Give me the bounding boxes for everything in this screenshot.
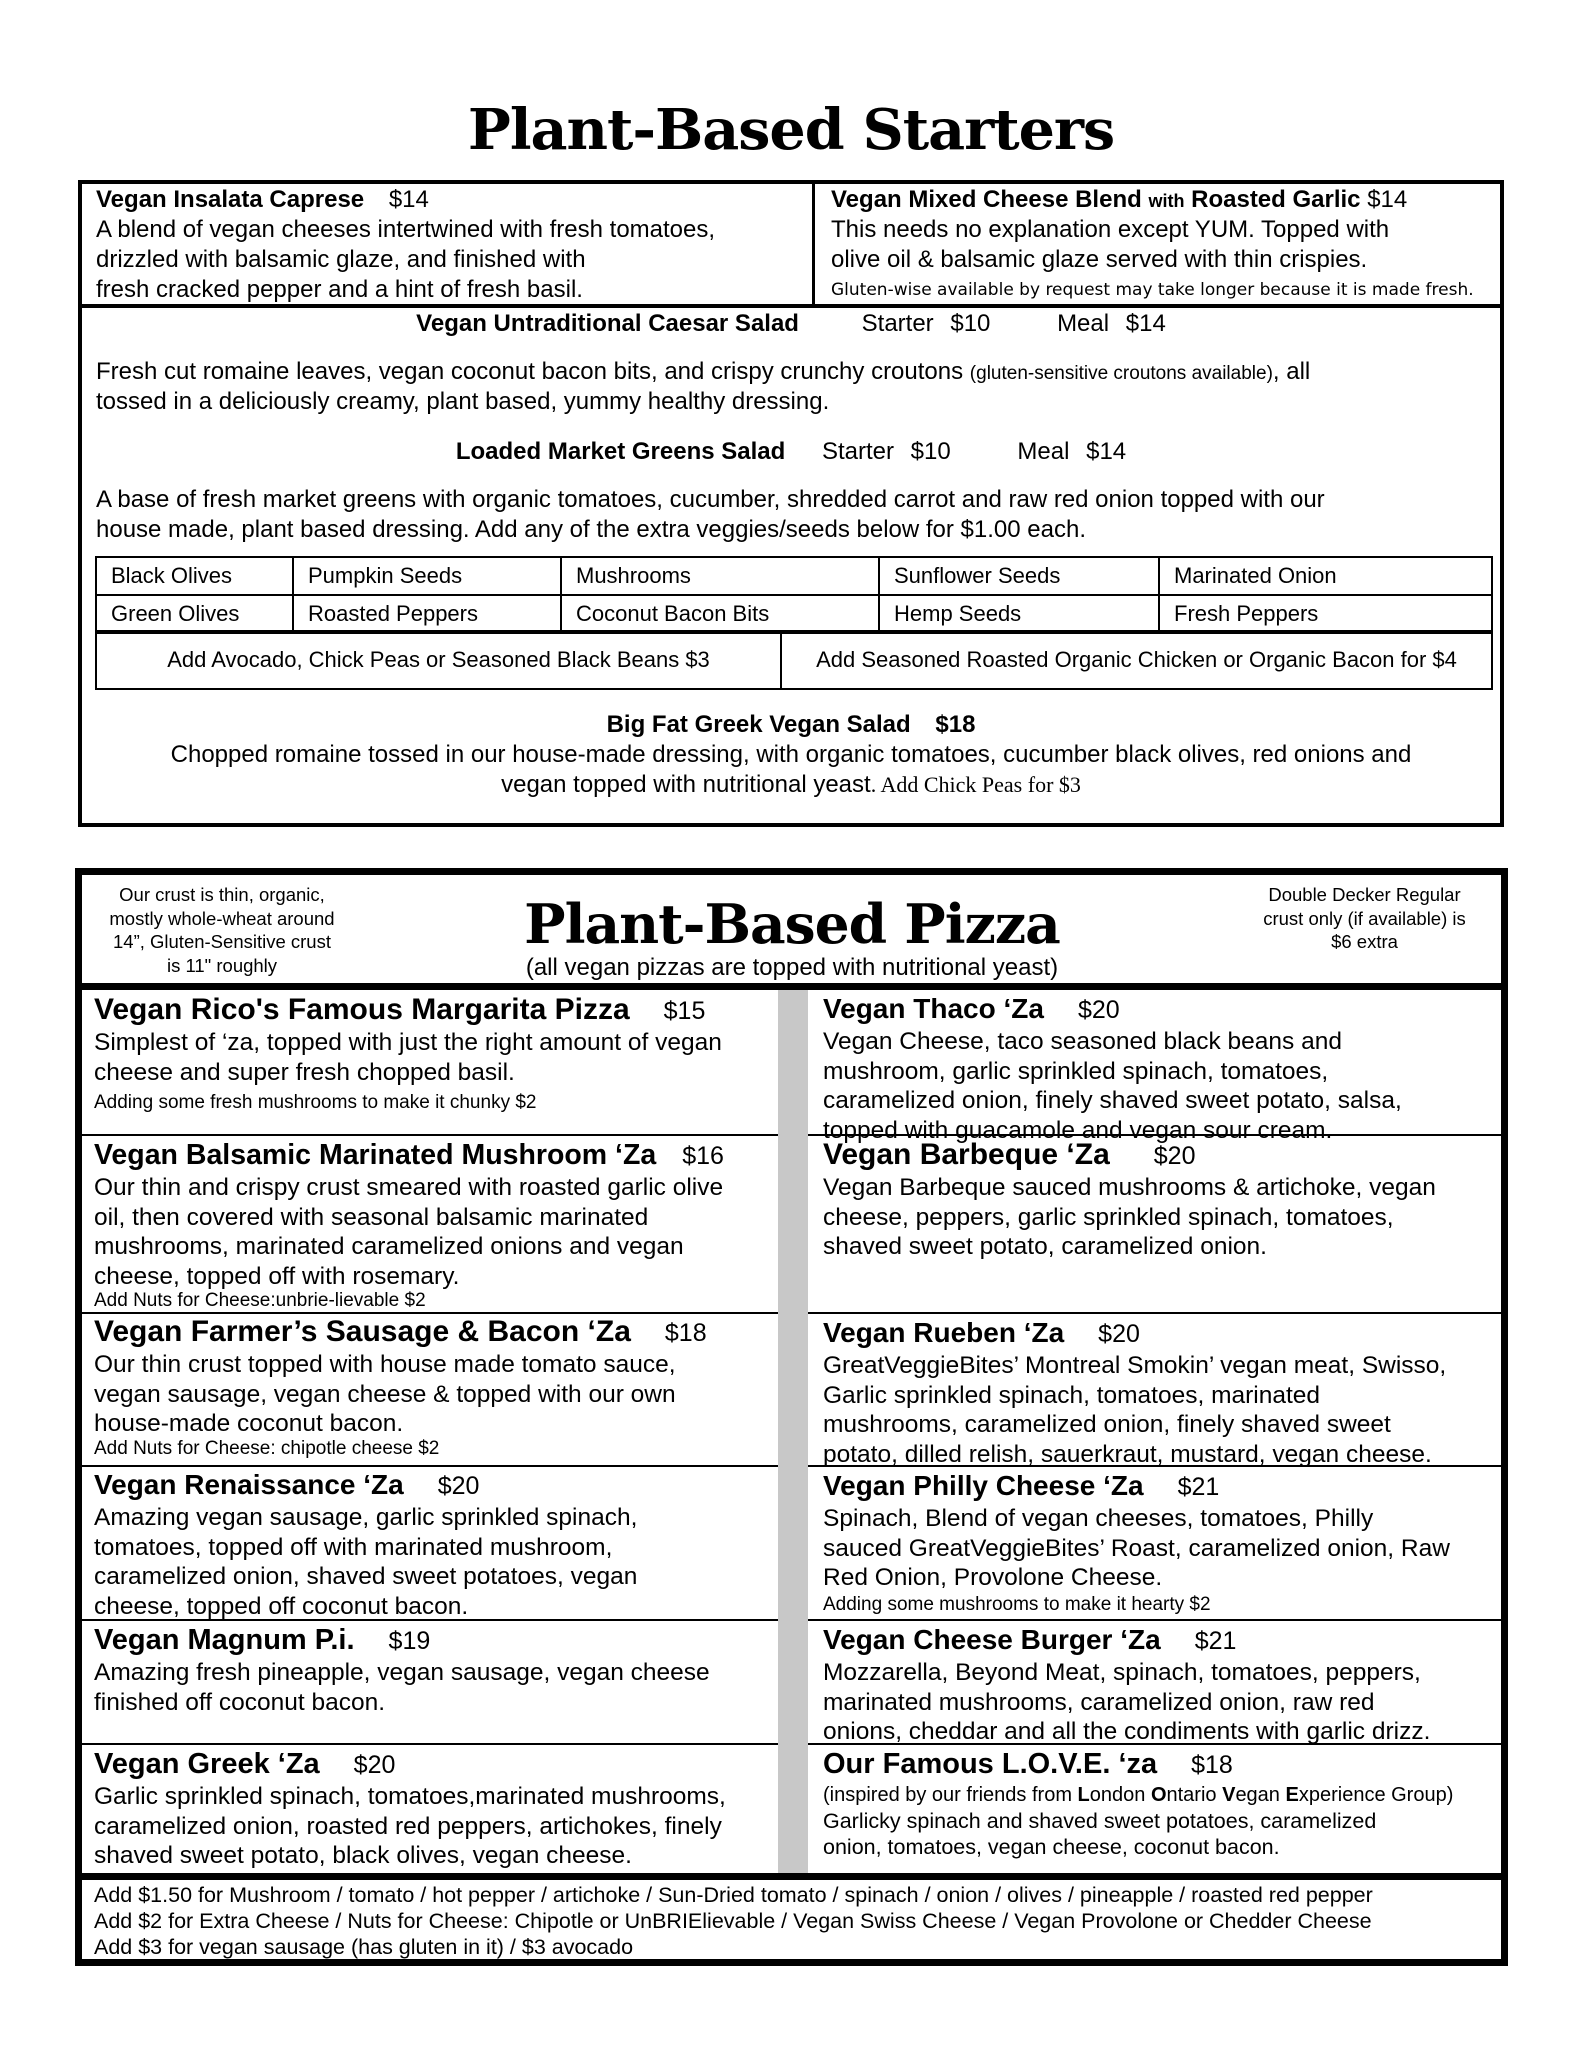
column-divider	[778, 990, 808, 1873]
cheese-blend-cell	[815, 184, 1500, 308]
pizza-item	[94, 1468, 637, 1621]
pizza-desc: Red Onion, Provolone Cheese.	[823, 1564, 1163, 1591]
pizza-item	[94, 1138, 724, 1311]
pizza-desc: Spinach, Blend of vegan cheeses, tomatoes, Philly	[823, 1505, 1374, 1532]
cheese-blend-line: olive oil & balsamic glaze served with thin crispies.	[831, 246, 1368, 273]
greens-meal-price: $14	[1086, 438, 1127, 465]
pizza-price: $21	[1194, 1627, 1237, 1655]
caprese-price: $14	[388, 186, 429, 213]
greens-starter-label: Starter	[821, 438, 894, 465]
pizza-desc: cheese, topped off coconut bacon.	[94, 1592, 469, 1620]
inspired-letter: L	[1077, 1784, 1090, 1806]
inspired-letter: V	[1222, 1784, 1236, 1806]
pizza-item	[823, 1469, 1450, 1617]
pizza-header	[82, 875, 1501, 990]
pizza-price: $21	[1177, 1473, 1220, 1501]
pizza-price: $16	[682, 1142, 724, 1170]
pizza-price: $20	[1153, 1142, 1196, 1170]
veggie-cell: Black Olives	[96, 557, 293, 595]
veggie-cell: Fresh Peppers	[1159, 595, 1492, 633]
greens-name: Loaded Market Greens Salad	[455, 438, 786, 465]
pizza-desc: Amazing vegan sausage, garlic sprinkled spinach,	[94, 1504, 638, 1531]
pizza-name: Vegan Greek ‘Za	[94, 1748, 320, 1780]
veggie-cell: Roasted Peppers	[293, 595, 561, 633]
extras-line: Add $2 for Extra Cheese / Nuts for Cheese: Chipotle or UnBRIElievable / Vegan Swiss Cheese / Vegan Provolone or Chedder Cheese	[94, 1909, 1372, 1933]
greens-meal-label: Meal	[1017, 438, 1070, 465]
pizza-desc: Our thin and crispy crust smeared with roasted garlic olive	[94, 1174, 724, 1201]
pizza-desc: sauced GreatVeggieBites’ Roast, caramelized onion, Raw	[823, 1534, 1450, 1562]
caprese-name: Vegan Insalata Caprese	[96, 186, 365, 213]
pizza-price: $20	[1077, 996, 1120, 1024]
pizza-name: Vegan Cheese Burger ‘Za	[823, 1624, 1161, 1655]
pizza-price: $20	[437, 1472, 480, 1500]
veggie-cell: Pumpkin Seeds	[293, 557, 561, 595]
pizza-desc: Amazing fresh pineapple, vegan sausage, vegan cheese	[94, 1659, 710, 1686]
pizza-item-love	[823, 1747, 1453, 1860]
veggie-cell: Mushrooms	[561, 557, 879, 595]
pizza-desc: mushrooms, marinated caramelized onions and vegan	[94, 1233, 684, 1260]
pizza-note: Add Nuts for Cheese: chipotle cheese $2	[94, 1437, 440, 1459]
caprese-line: fresh cracked pepper and a hint of fresh basil.	[96, 276, 583, 303]
decker-note-line: crust only (if available) is	[1263, 907, 1466, 929]
veggie-cell: Marinated Onion	[1159, 557, 1492, 595]
greek-heading	[82, 710, 1500, 740]
pizza-desc: topped with guacamole and vegan sour cream.	[823, 1116, 1333, 1144]
caesar-heading	[82, 309, 1500, 339]
inspired-letter: O	[1150, 1784, 1167, 1806]
pizza-box	[75, 868, 1508, 1966]
pizza-desc: shaved sweet potato, black olives, vegan cheese.	[94, 1842, 632, 1869]
caesar-name: Vegan Untraditional Caesar Salad	[416, 310, 799, 337]
pizza-price: $18	[1191, 1751, 1233, 1779]
pizza-item	[94, 1623, 710, 1717]
row-divider	[808, 1312, 1501, 1314]
caesar-starter-price: $10	[950, 310, 991, 337]
starters-box	[78, 180, 1504, 827]
pizza-desc: oil, then covered with seasonal balsamic marinated	[94, 1203, 649, 1231]
cheese-blend-line: This needs no explanation except YUM. Topped with	[831, 216, 1390, 243]
greek-name: Big Fat Greek Vegan Salad	[606, 711, 911, 738]
pizza-desc: cheese, topped off with rosemary.	[94, 1262, 460, 1290]
greek-price: $18	[935, 711, 976, 738]
crust-note-line: 14”, Gluten-Sensitive crust	[113, 931, 331, 952]
row-divider	[82, 1743, 778, 1745]
veggie-cell: Hemp Seeds	[879, 595, 1159, 633]
pizza-desc: cheese, peppers, garlic sprinkled spinach, tomatoes,	[823, 1203, 1394, 1231]
pizza-name: Vegan Rueben ‘Za	[823, 1317, 1065, 1348]
inspired-text: egan	[1235, 1784, 1286, 1806]
pizza-item	[94, 1315, 707, 1459]
veggies-table	[95, 556, 1493, 634]
pizza-note: Add Nuts for Cheese:unbrie-lievable $2	[94, 1290, 426, 1311]
love-inspired	[823, 1782, 1453, 1808]
caesar-text: Fresh cut romaine leaves, vegan coconut bacon bits, and crispy crunchy croutons	[96, 358, 970, 385]
pizza-title: Plant-Based Pizza	[524, 892, 1060, 956]
caprese-cell	[82, 184, 815, 308]
greek-text: vegan topped with nutritional yeast	[501, 771, 871, 798]
veggie-cell: Coconut Bacon Bits	[561, 595, 879, 633]
cheese-blend-price: $14	[1367, 186, 1408, 213]
pizza-desc: Garlicky spinach and shaved sweet potatoes, caramelized	[823, 1809, 1377, 1833]
crust-note-line: is 11" roughly	[166, 954, 278, 976]
greens-desc-1: A base of fresh market greens with organic tomatoes, cucumber, shredded carrot and raw red onion topped with our	[96, 486, 1325, 513]
caesar-meal-price: $14	[1125, 310, 1166, 337]
pizza-name: Vegan Philly Cheese ‘Za	[823, 1470, 1144, 1501]
pizza-desc: Simplest of ‘za, topped with just the right amount of vegan	[94, 1029, 722, 1056]
row-divider	[808, 1619, 1501, 1621]
veggies-row	[96, 595, 1492, 633]
pizza-desc: onions, cheddar and all the condiments with garlic drizz.	[823, 1718, 1431, 1745]
pizza-desc: tomatoes, topped off with marinated mushroom,	[94, 1533, 613, 1561]
pizza-price: $20	[353, 1751, 396, 1779]
cheese-blend-name-b: Roasted Garlic	[1191, 186, 1361, 213]
caesar-desc-2: tossed in a deliciously creamy, plant based, yummy healthy dressing.	[96, 388, 830, 415]
pizza-desc: caramelized onion, finely shaved sweet potato, salsa,	[823, 1087, 1402, 1114]
caprese-line: A blend of vegan cheeses intertwined with fresh tomatoes,	[96, 216, 716, 243]
caesar-meal-label: Meal	[1057, 310, 1110, 337]
decker-note-line: Double Decker Regular	[1268, 884, 1461, 905]
starters-title: Plant-Based Starters	[467, 97, 1115, 163]
veggie-cell: Green Olives	[96, 595, 293, 633]
pizza-item	[94, 993, 722, 1115]
inspired-letter: E	[1285, 1784, 1299, 1806]
pizza-desc: shaved sweet potato, caramelized onion.	[823, 1233, 1267, 1260]
pizza-price: $18	[664, 1319, 707, 1347]
crust-note-line: Our crust is thin, organic,	[119, 884, 325, 905]
pizza-extras	[82, 1873, 1501, 1959]
pizza-name: Vegan Magnum P.i.	[94, 1624, 355, 1656]
greek-desc-2	[82, 770, 1500, 800]
pizza-desc: Our thin crust topped with house made tomato sauce,	[94, 1351, 676, 1378]
cheese-blend-note: Gluten-wise available by request may take longer because it is made fresh.	[831, 280, 1474, 300]
pizza-desc: GreatVeggieBites’ Montreal Smokin’ vegan meat, Swisso,	[823, 1352, 1447, 1379]
addon-cell: Add Seasoned Roasted Organic Chicken or Organic Bacon for $4	[781, 631, 1492, 689]
pizza-desc: house-made coconut bacon.	[94, 1410, 404, 1437]
pizza-name: Vegan Barbeque ‘Za	[823, 1138, 1110, 1171]
veggies-row	[96, 557, 1492, 595]
pizza-price: $19	[388, 1627, 431, 1655]
pizza-desc: Mozzarella, Beyond Meat, spinach, tomatoes, peppers,	[823, 1659, 1421, 1686]
pizza-item	[823, 992, 1402, 1145]
pizza-desc: Vegan Barbeque sauced mushrooms & artichoke, vegan	[823, 1174, 1436, 1201]
pizza-desc: potato, dilled relish, sauerkraut, mustard, vegan cheese.	[823, 1440, 1432, 1468]
inspired-text: (inspired by our friends from	[823, 1784, 1078, 1806]
caesar-text-end: , all	[1272, 358, 1311, 385]
cheese-blend-with: with	[1148, 191, 1185, 211]
pizza-desc: caramelized onion, shaved sweet potatoes, vegan	[94, 1563, 638, 1590]
pizza-note: Adding some mushrooms to make it hearty $2	[823, 1593, 1211, 1615]
addons-row	[96, 631, 1492, 689]
crust-note	[82, 883, 362, 977]
pizza-item	[823, 1623, 1430, 1747]
greens-heading	[82, 437, 1500, 467]
inspired-text: xperience Group)	[1298, 1784, 1454, 1806]
greek-addon: . Add Chick Peas for $3	[870, 772, 1081, 797]
pizza-subtitle: (all vegan pizzas are topped with nutritional yeast)	[525, 954, 1059, 981]
pizza-desc: finished off coconut bacon.	[94, 1688, 386, 1716]
pizza-name: Our Famous L.O.V.E. ‘za	[823, 1748, 1158, 1780]
row-divider	[82, 1134, 778, 1136]
row-divider	[82, 1465, 778, 1467]
pizza-desc: mushroom, garlic sprinkled spinach, tomatoes,	[823, 1057, 1329, 1085]
addons-table	[95, 630, 1493, 690]
greens-starter-price: $10	[910, 438, 951, 465]
caesar-starter-label: Starter	[861, 310, 934, 337]
pizza-desc: Garlic sprinkled spinach, tomatoes, marinated	[823, 1381, 1321, 1409]
inspired-text: ntario	[1166, 1784, 1223, 1806]
pizza-name: Vegan Renaissance ‘Za	[94, 1469, 404, 1500]
addon-cell: Add Avocado, Chick Peas or Seasoned Black Beans $3	[96, 631, 781, 689]
crust-note-line: mostly whole-wheat around	[109, 907, 335, 929]
pizza-price: $20	[1098, 1320, 1140, 1348]
caesar-gluten-note: (gluten-sensitive croutons available)	[969, 363, 1273, 384]
decker-note	[1232, 883, 1497, 954]
veggie-cell: Sunflower Seeds	[879, 557, 1159, 595]
row-divider	[82, 1312, 778, 1314]
pizza-name: Vegan Farmer’s Sausage & Bacon ‘Za	[94, 1315, 631, 1348]
caesar-desc-1	[96, 357, 1310, 389]
inspired-text: ondon	[1089, 1784, 1151, 1806]
pizza-desc: vegan sausage, vegan cheese & topped with our own	[94, 1380, 676, 1408]
cheese-blend-name: Vegan Mixed Cheese Blend	[831, 186, 1142, 213]
pizza-desc: cheese and super fresh chopped basil.	[94, 1058, 515, 1086]
pizza-desc: Garlic sprinkled spinach, tomatoes,marinated mushrooms,	[94, 1783, 726, 1810]
pizza-desc: onion, tomatoes, vegan cheese, coconut bacon.	[823, 1835, 1280, 1859]
pizza-item	[823, 1316, 1446, 1469]
pizza-name: Vegan Balsamic Marinated Mushroom ‘Za	[94, 1139, 657, 1171]
pizza-note: Adding some fresh mushrooms to make it chunky $2	[94, 1092, 537, 1113]
pizza-item	[94, 1747, 726, 1871]
pizza-name: Vegan Rico's Famous Margarita Pizza	[94, 993, 630, 1026]
pizza-price: $15	[663, 997, 706, 1025]
greens-desc-2: house made, plant based dressing. Add any of the extra veggies/seeds below for $1.00 each.	[96, 516, 1086, 543]
extras-line: Add $1.50 for Mushroom / tomato / hot pepper / artichoke / Sun-Dried tomato / spinach / onion / olives / pineapple / roasted red pepper	[94, 1883, 1373, 1907]
caprese-line: drizzled with balsamic glaze, and finished with	[96, 246, 586, 273]
greek-desc-1: Chopped romaine tossed in our house-made dressing, with organic tomatoes, cucumber black olives, red onions and	[170, 741, 1412, 768]
pizza-desc: Vegan Cheese, taco seasoned black beans and	[823, 1028, 1342, 1055]
pizza-desc: mushrooms, caramelized onion, finely shaved sweet	[823, 1411, 1391, 1438]
pizza-item	[823, 1138, 1436, 1262]
pizza-desc: marinated mushrooms, caramelized onion, raw red	[823, 1688, 1375, 1716]
decker-note-line: $6 extra	[1331, 931, 1398, 952]
extras-line: Add $3 for vegan sausage (has gluten in it) / $3 avocado	[94, 1935, 634, 1959]
pizza-desc: caramelized onion, roasted red peppers, artichokes, finely	[94, 1812, 722, 1840]
pizza-name: Vegan Thaco ‘Za	[823, 993, 1044, 1024]
